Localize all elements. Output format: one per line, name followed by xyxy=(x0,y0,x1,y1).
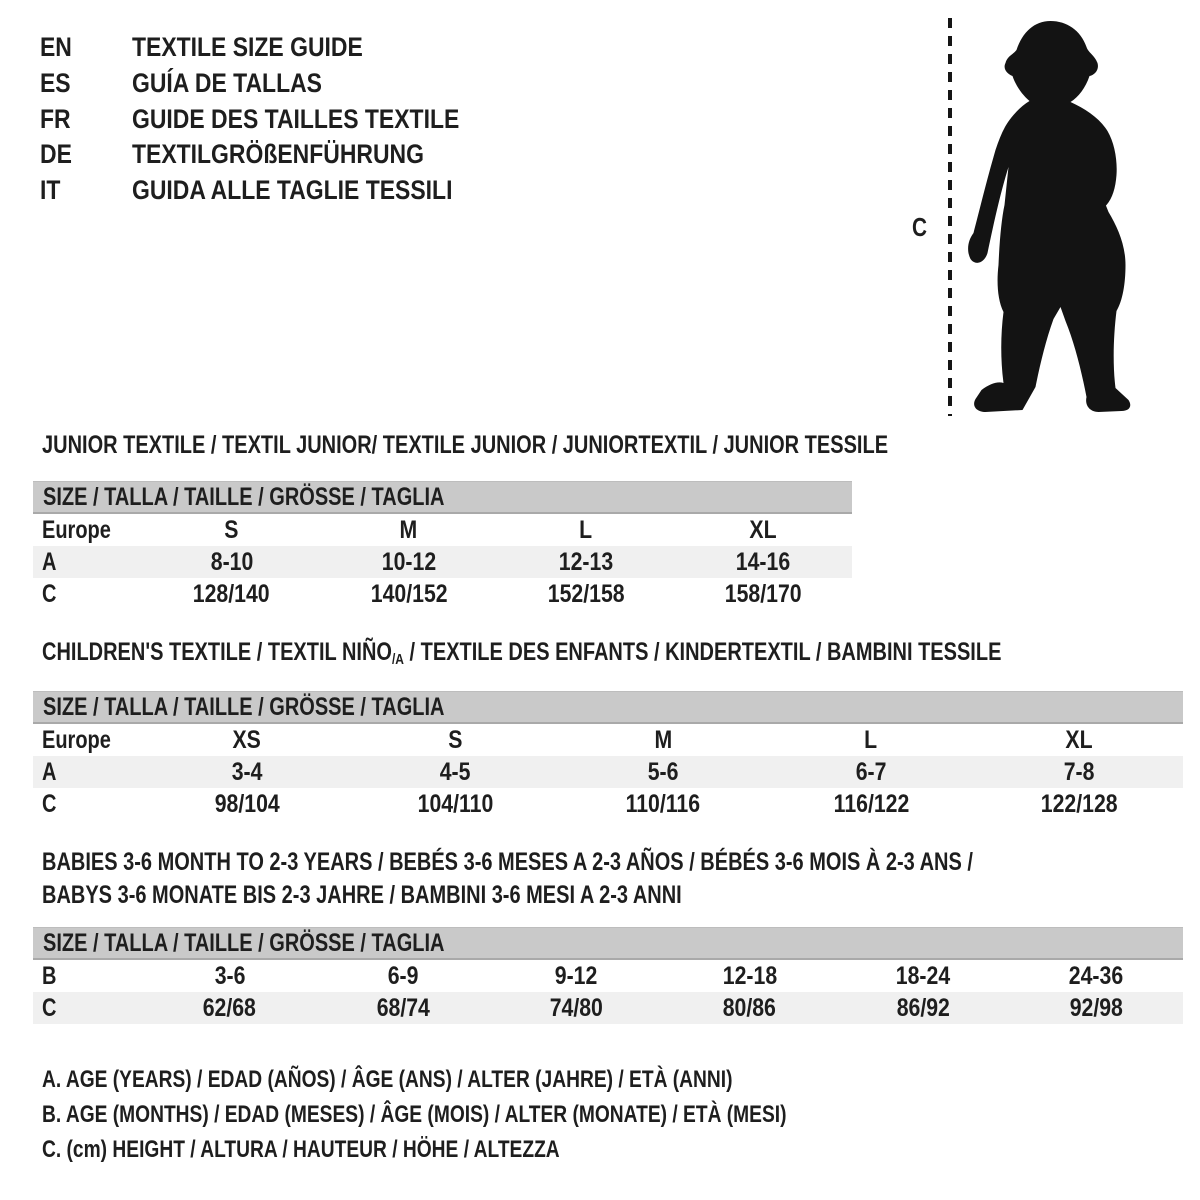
language-code-de-text: DE xyxy=(40,139,72,170)
children-heading-sub: /A xyxy=(391,651,404,668)
babies-section-heading-line2 xyxy=(42,883,842,908)
junior-row-height xyxy=(33,578,852,610)
legend-line-b-text: B. AGE (MONTHS) / EDAD (MESES) / ÂGE (MOIS) / ALTER (MONATE) / ETÀ (MESI) xyxy=(42,1101,787,1128)
language-row-it xyxy=(40,173,517,209)
age-value: 5-6 xyxy=(647,757,679,786)
height-value: 92/98 xyxy=(1069,993,1123,1022)
size-value: S xyxy=(447,725,463,754)
children-age-s xyxy=(351,758,559,787)
months-value: 9-12 xyxy=(555,961,598,990)
months-value: 18-24 xyxy=(895,961,951,990)
children-europe-size-s xyxy=(351,726,559,755)
height-value: 80/86 xyxy=(723,993,777,1022)
size-value: L xyxy=(864,725,878,754)
children-size-header-bar xyxy=(33,691,1183,724)
babies-height-3 xyxy=(490,994,663,1023)
babies-row-months xyxy=(33,960,1183,992)
language-title-es: GUÍA DE TALLAS xyxy=(132,68,322,99)
junior-row-europe xyxy=(33,514,852,546)
row-label: C xyxy=(42,579,57,608)
children-row-europe xyxy=(33,724,1183,756)
months-value: 12-18 xyxy=(722,961,777,990)
language-row-es xyxy=(40,66,517,102)
language-code-en xyxy=(40,32,132,63)
months-value: 24-36 xyxy=(1069,961,1124,990)
junior-height-xl xyxy=(675,580,852,609)
size-value: XS xyxy=(232,725,262,754)
height-dashed-line xyxy=(946,18,954,416)
babies-section-heading-line1-text: BABIES 3-6 MONTH TO 2-3 YEARS / BEBÉS 3-6 MESES A 2-3 AÑOS / BÉBÉS 3-6 MOIS À 2-3 ANS / xyxy=(42,848,973,876)
language-code-de xyxy=(40,139,132,170)
age-value: 4-5 xyxy=(439,757,471,786)
children-size-header-label: SIZE / TALLA / TAILLE / GRÖSSE / TAGLIA xyxy=(43,692,445,721)
children-height-xs xyxy=(143,790,351,819)
language-row-de xyxy=(40,137,517,173)
babies-height-2 xyxy=(316,994,489,1023)
row-label: A xyxy=(42,547,57,576)
language-title-de: TEXTILGRÖßENFÜHRUNG xyxy=(132,139,424,170)
language-title-fr: GUIDE DES TAILLES TEXTILE xyxy=(132,103,460,134)
age-value: 10-12 xyxy=(381,547,437,576)
junior-row-age-label-cell xyxy=(33,548,143,577)
children-age-xl xyxy=(975,758,1183,787)
children-section-heading xyxy=(42,640,1200,672)
junior-height-m xyxy=(320,580,497,609)
children-height-xl xyxy=(975,790,1183,819)
junior-row-europe-label-cell xyxy=(33,516,143,545)
height-value: 62/68 xyxy=(203,993,257,1022)
junior-height-s xyxy=(143,580,320,609)
junior-section-heading-text: JUNIOR TEXTILE / TEXTIL JUNIOR/ TEXTILE JUNIOR / JUNIORTEXTIL / JUNIOR TESSILE xyxy=(42,431,889,459)
children-age-m xyxy=(559,758,767,787)
months-value: 3-6 xyxy=(214,961,246,990)
children-europe-size-xl xyxy=(975,726,1183,755)
row-label: Europe xyxy=(42,725,111,754)
junior-europe-size-s xyxy=(143,516,320,545)
language-title-it: GUIDA ALLE TAGLIE TESSILI xyxy=(132,175,453,206)
children-row-europe-label-cell xyxy=(33,726,143,755)
legend-line-b xyxy=(42,1103,973,1127)
toddler-silhouette-image xyxy=(966,19,1132,419)
age-value: 7-8 xyxy=(1063,757,1095,786)
babies-section-heading-line1 xyxy=(42,850,1200,875)
junior-europe-size-l xyxy=(498,516,675,545)
legend-line-a xyxy=(42,1068,905,1092)
height-measure-label-text: C xyxy=(912,212,928,242)
height-value: 152/158 xyxy=(547,579,625,608)
junior-size-table xyxy=(33,481,852,610)
height-value: 116/122 xyxy=(833,789,909,818)
height-value: 140/152 xyxy=(370,579,448,608)
row-label: B xyxy=(42,961,57,990)
children-row-age-label-cell xyxy=(33,758,143,787)
babies-height-4 xyxy=(663,994,836,1023)
height-value: 128/140 xyxy=(193,579,271,608)
language-code-en-text: EN xyxy=(40,32,72,63)
size-value: XL xyxy=(749,515,777,544)
babies-row-height xyxy=(33,992,1183,1024)
junior-section-heading xyxy=(42,433,1100,458)
junior-row-age xyxy=(33,546,852,578)
height-value: 68/74 xyxy=(376,993,430,1022)
junior-europe-size-m xyxy=(320,516,497,545)
children-age-xs xyxy=(143,758,351,787)
size-value: M xyxy=(400,515,418,544)
junior-age-xl xyxy=(675,548,852,577)
size-value: L xyxy=(579,515,593,544)
language-row-fr xyxy=(40,101,517,137)
children-row-age xyxy=(33,756,1183,788)
children-heading-post: / TEXTILE DES ENFANTS / KINDERTEXTIL / BAMBINI TESSILE xyxy=(403,638,1002,666)
children-row-height-label-cell xyxy=(33,790,143,819)
junior-row-height-label-cell xyxy=(33,580,143,609)
junior-europe-size-xl xyxy=(675,516,852,545)
babies-height-5 xyxy=(836,994,1009,1023)
babies-section-heading-line2-text: BABYS 3-6 MONATE BIS 2-3 JAHRE / BAMBINI 3-6 MESI A 2-3 ANNI xyxy=(42,881,682,909)
months-value: 6-9 xyxy=(387,961,419,990)
children-europe-size-xs xyxy=(143,726,351,755)
age-value: 8-10 xyxy=(210,547,253,576)
babies-size-table xyxy=(33,927,1183,1024)
language-code-it xyxy=(40,175,132,206)
children-height-s xyxy=(351,790,559,819)
age-value: 12-13 xyxy=(558,547,614,576)
children-height-m xyxy=(559,790,767,819)
children-europe-size-m xyxy=(559,726,767,755)
junior-size-header-bar xyxy=(33,481,852,514)
row-label: Europe xyxy=(42,515,111,544)
size-value: M xyxy=(654,725,672,754)
babies-row-months-label-cell xyxy=(33,962,143,991)
size-value: S xyxy=(224,515,239,544)
babies-height-6 xyxy=(1010,994,1183,1023)
legend-line-c xyxy=(42,1138,689,1162)
children-section-heading-text xyxy=(42,640,1001,672)
children-row-height xyxy=(33,788,1183,820)
height-value: 86/92 xyxy=(896,993,950,1022)
language-code-fr-text: FR xyxy=(40,103,71,134)
babies-size-header-bar xyxy=(33,927,1183,960)
height-value: 122/128 xyxy=(1040,789,1118,818)
height-value: 98/104 xyxy=(214,789,280,818)
junior-size-header-label: SIZE / TALLA / TAILLE / GRÖSSE / TAGLIA xyxy=(43,482,445,511)
language-row-en xyxy=(40,30,517,66)
size-value: XL xyxy=(1065,725,1093,754)
age-value: 3-4 xyxy=(231,757,263,786)
babies-months-2 xyxy=(316,962,489,991)
children-heading-pre: CHILDREN'S TEXTILE / TEXTIL NIÑO xyxy=(42,638,392,666)
junior-age-s xyxy=(143,548,320,577)
height-value: 110/116 xyxy=(625,789,701,818)
row-label: C xyxy=(42,993,57,1022)
babies-height-1 xyxy=(143,994,316,1023)
legend-line-c-text: C. (cm) HEIGHT / ALTURA / HAUTEUR / HÖHE / ALTEZZA xyxy=(42,1136,560,1163)
children-europe-size-l xyxy=(767,726,975,755)
babies-months-5 xyxy=(836,962,1009,991)
babies-row-height-label-cell xyxy=(33,994,143,1023)
language-title-block xyxy=(40,30,517,208)
babies-months-4 xyxy=(663,962,836,991)
row-label: A xyxy=(42,757,57,786)
children-height-l xyxy=(767,790,975,819)
age-value: 14-16 xyxy=(736,547,791,576)
language-code-fr xyxy=(40,104,132,135)
babies-months-1 xyxy=(143,962,316,991)
babies-size-header-label: SIZE / TALLA / TAILLE / GRÖSSE / TAGLIA xyxy=(43,928,445,957)
language-title-en: TEXTILE SIZE GUIDE xyxy=(132,32,363,63)
legend-line-a-text: A. AGE (YEARS) / EDAD (AÑOS) / ÂGE (ANS) / ALTER (JAHRE) / ETÀ (ANNI) xyxy=(42,1066,733,1093)
babies-months-6 xyxy=(1010,962,1183,991)
height-value: 74/80 xyxy=(549,993,603,1022)
children-size-table xyxy=(33,691,1183,820)
age-value: 6-7 xyxy=(855,757,887,786)
language-code-es-text: ES xyxy=(40,68,71,99)
junior-age-m xyxy=(320,548,497,577)
height-value: 158/170 xyxy=(724,579,802,608)
junior-age-l xyxy=(498,548,675,577)
height-measure-label xyxy=(912,212,931,243)
row-label: C xyxy=(42,789,57,818)
height-value: 104/110 xyxy=(417,789,493,818)
language-code-es xyxy=(40,68,132,99)
junior-height-l xyxy=(498,580,675,609)
language-code-it-text: IT xyxy=(40,175,61,206)
babies-months-3 xyxy=(490,962,663,991)
children-age-l xyxy=(767,758,975,787)
